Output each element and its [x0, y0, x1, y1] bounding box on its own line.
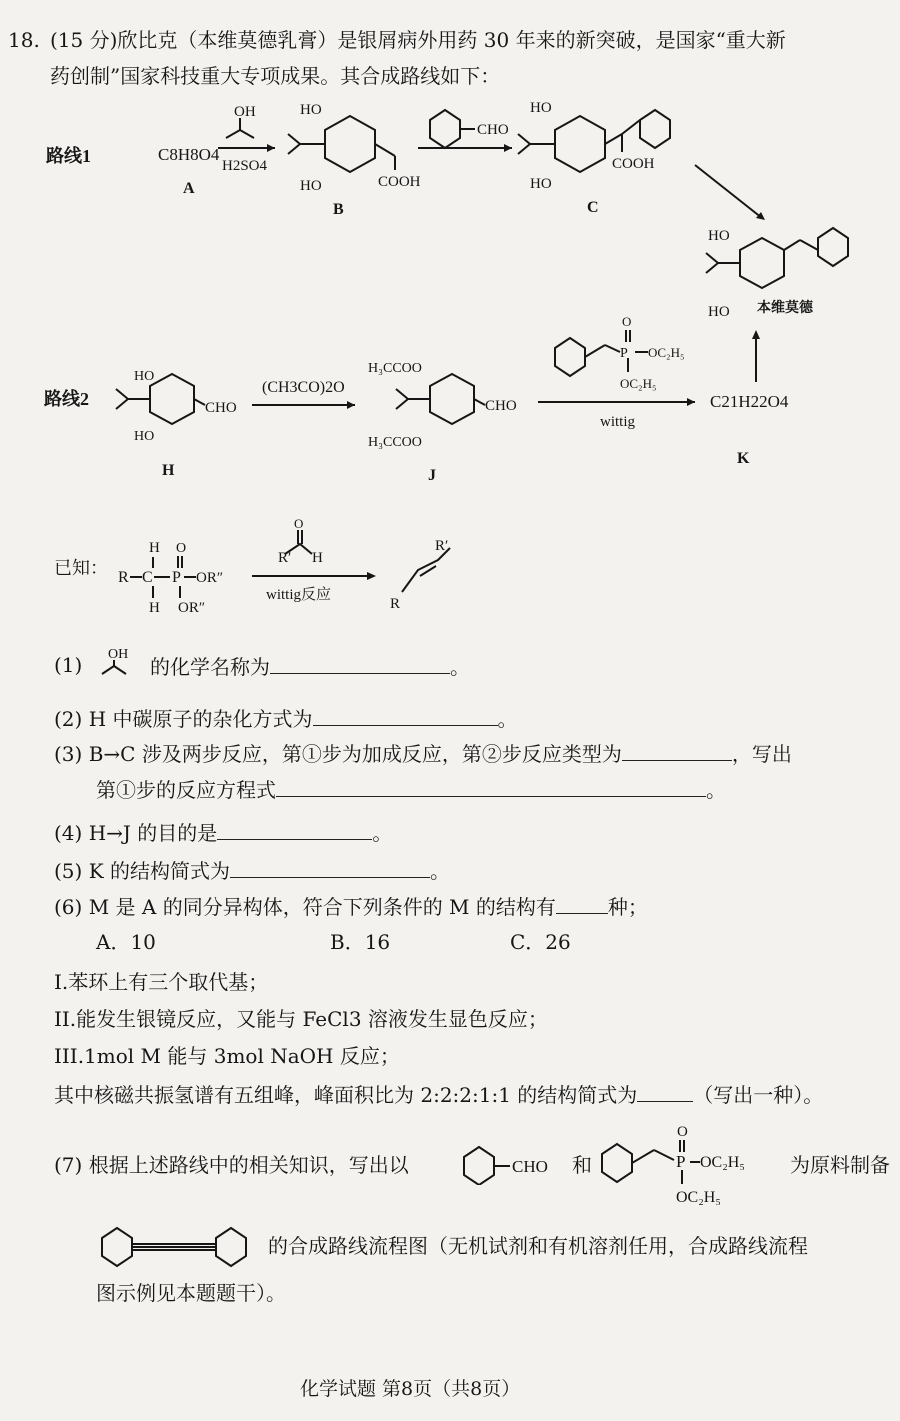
q7-text2: 为原料制备	[790, 1153, 890, 1177]
q3-blank-2[interactable]	[276, 778, 706, 797]
condition-3: III.1mol M 能与 3mol NaOH 反应；	[54, 1044, 400, 1068]
q7-and: 和	[572, 1153, 592, 1177]
svg-text:R: R	[390, 596, 401, 612]
reagent-top: OH	[234, 104, 256, 120]
q1-text: 的化学名称为	[150, 655, 270, 679]
svg-text:P: P	[620, 346, 628, 361]
question-number: 18.	[8, 28, 40, 52]
intro-line-2: 药创制”国家科技重大专项成果。其合成路线如下：	[50, 64, 501, 88]
page-footer: 化学试题 第8页（共8页）	[300, 1378, 521, 1400]
route1-title: 路线1	[46, 146, 91, 166]
svg-text:COOH: COOH	[378, 174, 421, 190]
q1-answer-blank[interactable]	[270, 655, 450, 674]
svg-text:HO: HO	[530, 176, 552, 192]
svg-text:C: C	[142, 569, 153, 586]
reagent-bottom: H2SO4	[222, 158, 268, 174]
svg-text:O: O	[294, 516, 304, 531]
q6-answer-blank[interactable]	[556, 895, 608, 914]
J-structure	[396, 374, 485, 424]
q7-line3: 图示例见本题题干）。	[96, 1281, 286, 1305]
svg-text:OC₂H₅: OC₂H₅	[648, 345, 685, 360]
svg-text:HO: HO	[134, 429, 155, 444]
svg-text:CHO: CHO	[205, 400, 237, 416]
A-label: A	[183, 180, 195, 197]
svg-text:P: P	[172, 569, 181, 586]
q4: (4) H→J 的目的是 。	[54, 821, 393, 845]
q5-answer-blank[interactable]	[230, 859, 430, 878]
q1: (1)	[54, 653, 83, 677]
route2-title: 路线2	[44, 389, 89, 409]
K-formula: C21H22O4	[710, 392, 789, 411]
svg-text:P: P	[676, 1152, 686, 1171]
q5: (5) K 的结构简式为 。	[54, 859, 451, 883]
svg-text:H₃CCOO: H₃CCOO	[368, 435, 422, 450]
benzaldehyde-icon	[458, 1135, 568, 1185]
svg-text:OH: OH	[108, 647, 129, 662]
svg-text:HO: HO	[300, 102, 322, 118]
reagent-anhydride: (CH3CO)2O	[262, 379, 345, 396]
diphenylacetylene-icon	[96, 1222, 266, 1272]
H-structure	[116, 374, 205, 424]
intro-line-1: (15 分)欣比克（本维莫德乳膏）是银屑病外用药 30 年来的新突破，是国家“重大新	[50, 28, 786, 52]
H-label: H	[162, 462, 175, 479]
svg-text:R′: R′	[278, 550, 292, 566]
A-formula: C8H8O4	[158, 145, 220, 164]
svg-text:OC₂H₅: OC₂H₅	[676, 1189, 721, 1206]
wittig-label: wittig	[600, 414, 636, 430]
svg-text:O: O	[176, 541, 187, 556]
q3-blank-1[interactable]	[622, 742, 732, 761]
svg-text:HO: HO	[708, 228, 730, 244]
svg-text:O: O	[677, 1124, 688, 1140]
svg-text:OR″: OR″	[178, 600, 206, 616]
q6-option-a[interactable]: A．10	[96, 930, 156, 954]
q6: (6) M 是 A 的同分异构体，符合下列条件的 M 的结构有 种；	[54, 895, 648, 919]
J-label: J	[428, 467, 436, 484]
svg-text:HO: HO	[708, 304, 730, 320]
K-label: K	[737, 450, 750, 467]
known-label: 已知：	[54, 558, 108, 578]
svg-text:H₃CCOO: H₃CCOO	[368, 361, 422, 376]
known-reaction	[0, 510, 900, 630]
product-name: 本维莫德	[757, 301, 813, 316]
q7-line2: 的合成路线流程图（无机试剂和有机溶剂任用，合成路线流程	[268, 1234, 808, 1258]
q6-option-b[interactable]: B．16	[330, 930, 391, 954]
C-label: C	[587, 199, 599, 216]
q2: (2) H 中碳原子的杂化方式为 。	[54, 707, 518, 731]
condition-2: II.能发生银镜反应，又能与 FeCl3 溶液发生显色反应；	[54, 1007, 548, 1031]
q3: (3) B→C 涉及两步反应，第①步为加成反应，第②步反应类型为 ，写出	[54, 742, 792, 766]
condition-1: I.苯环上有三个取代基；	[54, 970, 269, 994]
isopropanol-icon	[96, 644, 136, 682]
q4-answer-blank[interactable]	[217, 821, 372, 840]
q2-answer-blank[interactable]	[313, 707, 498, 726]
svg-text:OC₂H₅: OC₂H₅	[700, 1154, 745, 1171]
svg-text:H: H	[149, 540, 160, 556]
svg-text:CHO: CHO	[512, 1157, 548, 1176]
svg-text:HO: HO	[300, 178, 322, 194]
B-label: B	[333, 201, 344, 218]
q6-option-c[interactable]: C．26	[510, 930, 571, 954]
nmr-line: 其中核磁共振氢谱有五组峰，峰面积比为 2:2:2:1:1 的结构简式为 （写出一种）。	[54, 1083, 824, 1107]
svg-text:R′: R′	[435, 538, 449, 554]
svg-text:CHO: CHO	[485, 398, 517, 414]
known-reaction-name: wittig反应	[266, 587, 332, 603]
svg-text:H: H	[312, 550, 323, 566]
route1-scheme	[0, 90, 900, 340]
svg-text:HO: HO	[134, 369, 155, 384]
svg-text:OR″: OR″	[196, 570, 224, 586]
svg-text:COOH: COOH	[612, 156, 655, 172]
nmr-answer-blank[interactable]	[637, 1083, 693, 1102]
B-structure	[288, 116, 395, 172]
svg-text:H: H	[149, 600, 160, 616]
svg-text:OC₂H₅: OC₂H₅	[620, 376, 657, 391]
phosphonate-icon	[596, 1118, 786, 1210]
q3-line2: 第①步的反应方程式 。	[96, 778, 726, 802]
svg-text:HO: HO	[530, 100, 552, 116]
q7-line1-start: (7) 根据上述路线中的相关知识，写出以	[54, 1153, 409, 1177]
svg-text:R: R	[118, 569, 129, 586]
svg-text:O: O	[622, 314, 632, 329]
route2-scheme	[0, 310, 900, 490]
aldehyde-text: CHO	[477, 122, 509, 138]
